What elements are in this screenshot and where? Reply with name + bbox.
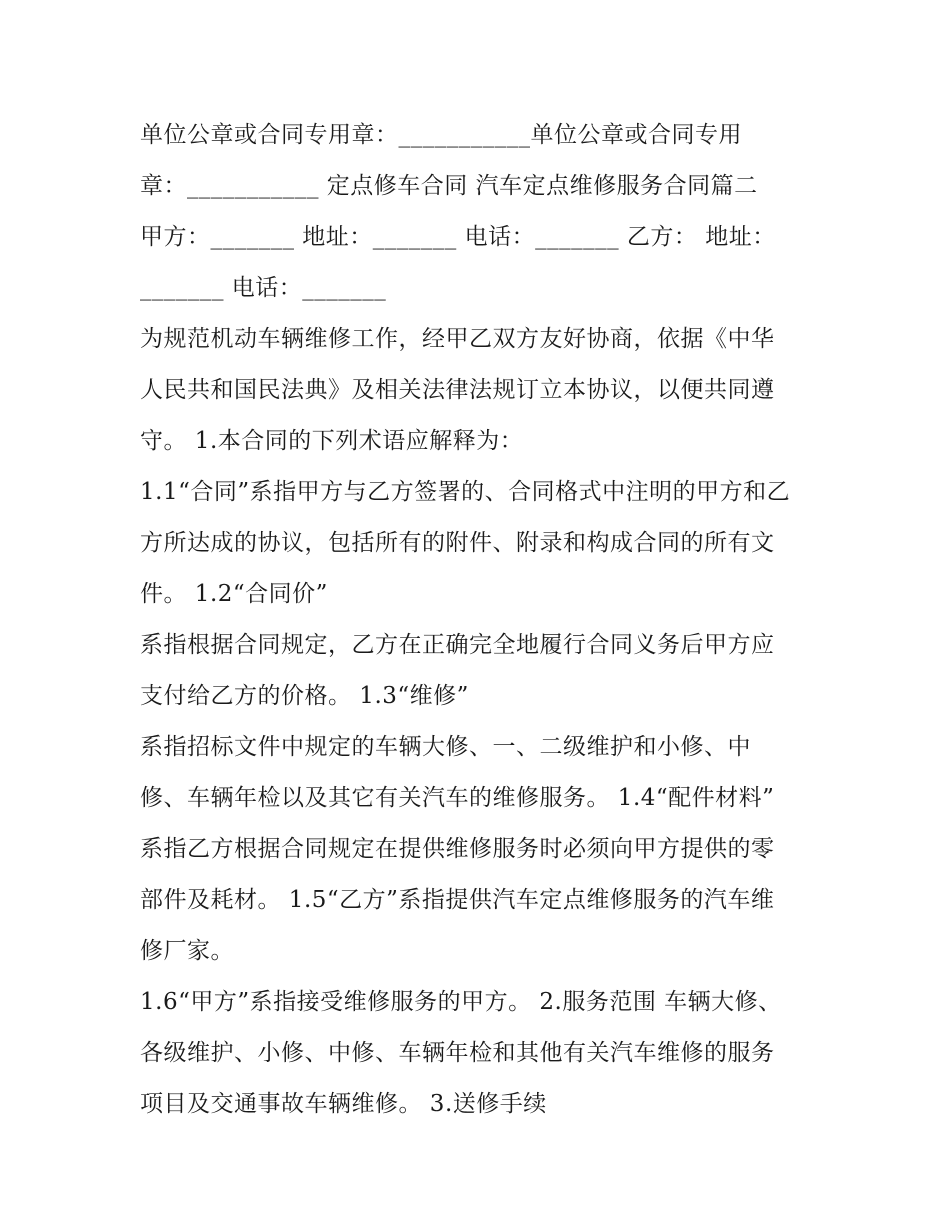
text-line: 系指招标文件中规定的车辆大修、一、二级维护和小修、中 (140, 734, 751, 760)
text-line: 1.1“合同”系指甲方与乙方签署的、合同格式中注明的甲方和乙 (140, 479, 791, 505)
text-line: 修厂家。 (140, 938, 234, 964)
document-body (140, 110, 820, 1130)
text-line: 件。 1.2“合同价” (140, 581, 328, 607)
paragraph-seal-and-parties (140, 110, 820, 314)
paragraph-definition-1-3 (140, 722, 820, 977)
text-line: 部件及耗材。 1.5“乙方”系指提供汽车定点维修服务的汽车维 (140, 887, 775, 913)
text-line: 为规范机动车辆维修工作，经甲乙双方友好协商，依据《中华 (140, 326, 775, 352)
paragraph-definition-1-2 (140, 620, 820, 722)
text-line: _______ 电话：_______ (140, 275, 387, 301)
text-line: 系指根据合同规定，乙方在正确完全地履行合同义务后甲方应 (140, 632, 775, 658)
paragraph-preamble (140, 314, 820, 467)
text-line: 支付给乙方的价格。 1.3“维修” (140, 683, 469, 709)
paragraph-definition-1-6 (140, 977, 820, 1130)
paragraph-definition-1-1 (140, 467, 820, 620)
text-line: 项目及交通事故车辆维修。 3.送修手续 (140, 1091, 547, 1117)
text-line: 单位公章或合同专用章：___________单位公章或合同专用 (140, 122, 742, 148)
text-line: 系指乙方根据合同规定在提供维修服务时必须向甲方提供的零 (140, 836, 775, 862)
text-line: 甲方：_______ 地址：_______ 电话：_______ 乙方： 地址： (140, 224, 776, 250)
text-line: 修、车辆年检以及其它有关汽车的维修服务。 1.4“配件材料” (140, 785, 775, 811)
text-line: 各级维护、小修、中修、车辆年检和其他有关汽车维修的服务 (140, 1040, 775, 1066)
text-line: 守。 1.本合同的下列术语应解释为： (140, 428, 524, 454)
text-line: 章：___________ 定点修车合同 汽车定点维修服务合同篇二 (140, 173, 758, 199)
text-line: 人民共和国民法典》及相关法律法规订立本协议，以便共同遵 (140, 377, 775, 403)
text-line: 方所达成的协议，包括所有的附件、附录和构成合同的所有文 (140, 530, 775, 556)
text-line: 1.6“甲方”系指接受维修服务的甲方。 2.服务范围 车辆大修、 (140, 989, 782, 1015)
